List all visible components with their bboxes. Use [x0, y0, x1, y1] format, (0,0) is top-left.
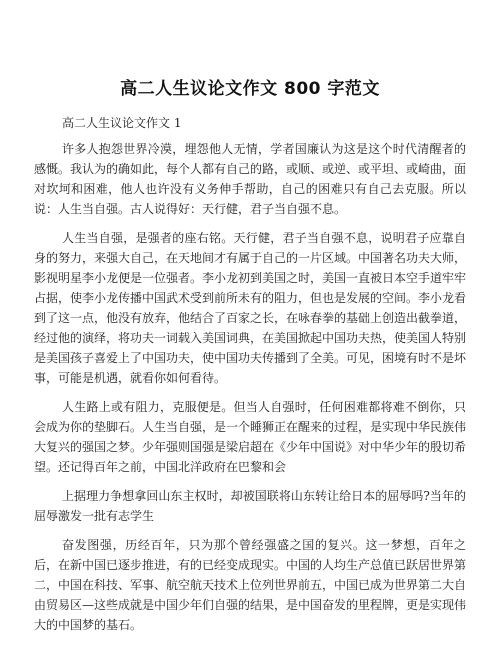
- paragraph-5: 奋发图强，历经百年，只为那个曾经强盛之国的复兴。这一梦想，百年之后，在新中国已逐步推进，有的已经变成现实。中国的人均生产总值已跃居世界第二，中国在科技、军事、航空航天技术上位列世界前五，中国已成为世界第二大自由贸易区—这些成就是中国少年们自强的结果，是中国奋发的里程牌，更是实现伟大的中国梦的基石。: [34, 538, 467, 632]
- paragraph-1: 许多人抱怨世界冷漠，埋怨他人无情，学者国廉认为这是这个时代清醒者的感慨。我认为的确如此，每个人都有自己的路，或顺、或逆、或平坦、或崎曲，面对坎坷和困难，他人也许没有义务伸手帮助，自己的困难只有自己去克服。所以说：人生当自强。古人说得好：天行健，君子当自强不息。: [34, 142, 467, 216]
- document-subtitle: 高二人生议论文作文 1: [62, 116, 182, 130]
- paragraph-2: 人生当自强，是强者的座右铭。天行健，君子当自强不息，说明君子应靠自身的努力，来强大自己，在天地间才有属于自己的一片区域。中国著名功夫大师，影视明星李小龙便是一位强者。李小龙初到美国之时，美国一直被日本空手道牢牢占据，使李小龙传播中国武术受到前所未有的阻力，但也是发展的空间。李小龙看到了这一点，他没有放弃，他结合了百家之长，在咏春拳的基础上创造出截拳道，经过他的演绎，将功夫一词载入美国词典，在美国掀起中国功夫热，使美国人特别是美国孩子喜爱上了中国功夫，使中国功夫传播到了全美。可见，困境有时不是坏事，可能是机遇，就看你如何看待。: [34, 231, 467, 385]
- document-title: 高二人生议论文作文 800 字范文: [120, 79, 380, 99]
- paragraph-4: 上据理力争想拿回山东主权时，却被国联将山东转让给日本的屈辱吗?当年的屈辱激发一批有志学生: [34, 489, 466, 523]
- paragraph-3: 人生路上或有阻力，克服便是。但当人自强时，任何困难都将难不倒你，只会成为你的垫脚石。人生当自强，是一个睡狮正在醒来的过程，是实现中华民族伟大复兴的强国之梦。少年强则国强是梁启超在《少年中国说》对中华少年的殷切希望。还记得百年之前，中国北洋政府在巴黎和会: [34, 400, 467, 474]
